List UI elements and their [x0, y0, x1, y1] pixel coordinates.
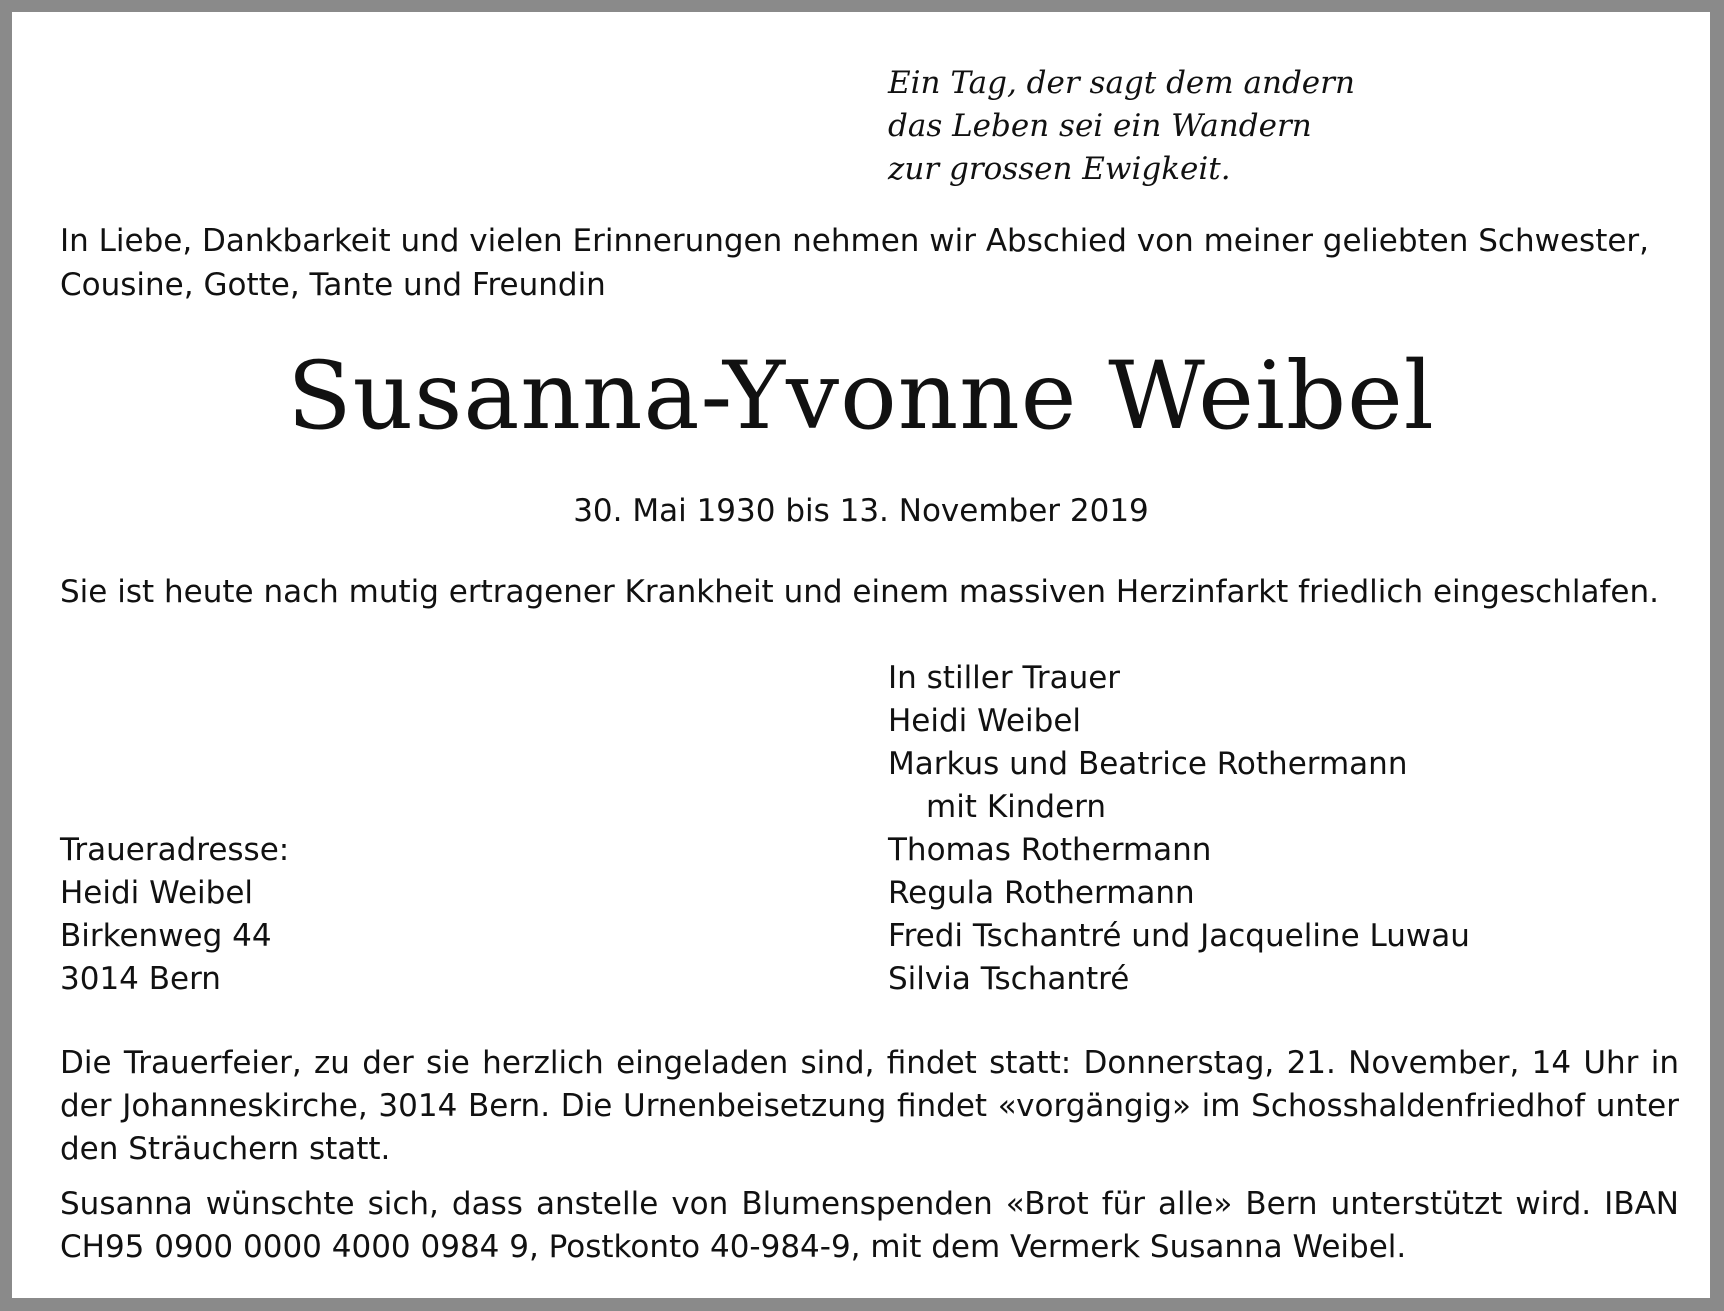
address-city: 3014 Bern [60, 961, 221, 997]
passing-statement: Sie ist heute nach mutig ertragener Krankheit und einem massiven Herzinfarkt friedlich eingeschlafen. [60, 574, 1659, 610]
mourner-name: mit Kindern [926, 789, 1107, 825]
poem-verse [888, 62, 1355, 191]
mourner-name: Heidi Weibel [888, 703, 1082, 739]
address-name: Heidi Weibel [60, 875, 254, 911]
mourning-address [60, 829, 289, 1001]
deceased-name: Susanna-Yvonne Weibel [287, 342, 1435, 451]
mourner-name: Fredi Tschantré und Jacqueline Luwau [888, 918, 1470, 954]
mourner-name: Markus und Beatrice Rothermann [888, 746, 1408, 782]
poem-line: das Leben sei ein Wandern [888, 108, 1312, 144]
obituary-notice [12, 12, 1710, 1298]
farewell-intro-text: In Liebe, Dankbarkeit und vielen Erinnerungen nehmen wir Abschied von meiner geliebten Schwester, Cousine, Gotte, Tante und Freundin [60, 223, 1650, 303]
poem-line: Ein Tag, der sagt dem andern [888, 65, 1355, 101]
mourners-heading: In stiller Trauer [888, 660, 1121, 696]
mourners-list [888, 657, 1470, 1001]
address-label: Traueradresse: [60, 832, 290, 868]
life-dates: 30. Mai 1930 bis 13. November 2019 [573, 493, 1149, 529]
mourner-name: Silvia Tschantré [888, 961, 1130, 997]
poem-line: zur grossen Ewigkeit. [888, 151, 1231, 187]
address-street: Birkenweg 44 [60, 918, 272, 954]
mourner-name: Thomas Rothermann [888, 832, 1212, 868]
donation-request: Susanna wünschte sich, dass anstelle von Blumenspenden «Brot für alle» Bern unterstützt wird. IBAN CH95 0900 0000 4000 0984 9, Postkonto 40-984-9, mit dem Vermerk Susanna Weibel. [60, 1186, 1679, 1265]
funeral-ceremony-info: Die Trauerfeier, zu der sie herzlich eingeladen sind, findet statt: Donnerstag, 21. November, 14 Uhr in der Johanneskirche, 3014 Bern. Die Urnenbeisetzung findet «vorgängig» im Schosshaldenfriedhof unter den Sträuchern statt. [60, 1045, 1679, 1167]
mourner-name: Regula Rothermann [888, 875, 1195, 911]
